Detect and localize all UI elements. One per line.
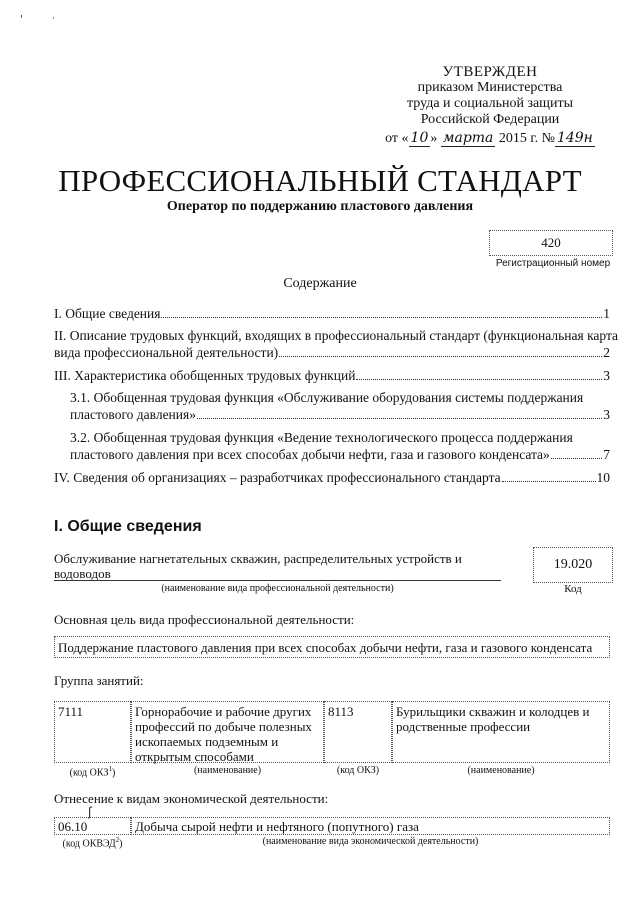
okved-name-cell: Добыча сырой нефти и нефтяного (попутного) газа <box>131 817 610 835</box>
toc-item[interactable]: III. Характеристика обобщенных трудовых функций 3 <box>54 368 610 383</box>
approval-line: труда и социальной защиты <box>407 96 573 111</box>
okved-code-cell: 06.10 <box>54 817 131 835</box>
toc-item[interactable]: II. Описание трудовых функций, входящих в профессиональный стандарт (функциональная карта вида профессиональной деятельности) 2 <box>54 328 619 360</box>
group-code-cell: 8113 <box>324 701 392 763</box>
approval-block <box>380 64 600 147</box>
registration-caption: Регистрационный номер <box>495 258 611 269</box>
toc-item[interactable]: I. Общие сведения 1 <box>54 306 610 321</box>
approval-line: приказом Министерства <box>417 80 563 95</box>
activity-code-box: 19.020 <box>533 547 613 583</box>
scan-mark: ' <box>20 14 23 25</box>
activity-underline <box>54 580 501 581</box>
group-name-cell: Бурильщики скважин и колодцев и родственные профессии <box>392 701 610 763</box>
handwritten-day: 10 <box>410 130 429 146</box>
registration-number-box: 420 <box>489 230 613 256</box>
toc-item[interactable]: IV. Сведения об организациях – разработчиках профессионального стандарта 10 <box>54 470 610 485</box>
approval-line: Российской Федерации <box>420 112 560 127</box>
approval-heading: УТВЕРЖДЕН <box>442 64 538 80</box>
group-code-cell: 7111 <box>54 701 131 763</box>
scan-mark: ʃ <box>88 805 93 819</box>
okved-code-caption: (код ОКВЭД$^2$) <box>62 836 123 850</box>
group-code-caption: (код ОКЗ$^1$) <box>69 765 116 779</box>
group-name-cell: Горнорабочие и рабочие других профессий по добыче полезных ископаемых подземным и открытым способами <box>131 701 324 763</box>
goal-label: Основная цель вида профессиональной деятельности: <box>54 612 355 627</box>
handwritten-number: 149н <box>556 130 593 146</box>
activity-code-caption: Код <box>564 583 582 595</box>
okved-name-caption: (наименование вида экономической деятельности) <box>262 836 479 847</box>
activity-caption: (наименование вида профессиональной деятельности) <box>161 583 394 594</box>
toc-heading: Содержание <box>283 276 357 291</box>
approval-order-line: от « 10 » марта 2015 г. № 149н <box>385 130 593 146</box>
group-name-caption: (наименование) <box>467 765 535 776</box>
group-name-caption: (наименование) <box>193 765 262 776</box>
handwritten-month: марта <box>442 130 494 146</box>
toc-item[interactable]: 3.1. Обобщенная трудовая функция «Обслуживание оборудования системы поддержания пластового давления» 3 <box>70 390 610 422</box>
goal-box: Поддержание пластового давления при всех способах добычи нефти, газа и газового конденсата <box>54 636 610 658</box>
okved-label: Отнесение к видам экономической деятельности: <box>54 791 329 806</box>
section-heading: I. Общие сведения <box>54 518 202 535</box>
group-code-caption: (код ОКЗ) <box>336 765 380 776</box>
group-label: Группа занятий: <box>54 673 144 688</box>
document-subtitle: Оператор по поддержанию пластового давления <box>166 199 474 214</box>
document-title: ПРОФЕССИОНАЛЬНЫЙ СТАНДАРТ <box>58 163 582 198</box>
toc-item[interactable]: 3.2. Обобщенная трудовая функция «Ведение технологического процесса поддержания пластового давления при всех способах добычи нефти, газа и газового конденсата» 7 <box>70 430 610 462</box>
scan-mark: ᐧ <box>52 14 55 25</box>
activity-name: Обслуживание нагнетательных скважин, распределительных устройств и водоводов <box>54 551 462 581</box>
